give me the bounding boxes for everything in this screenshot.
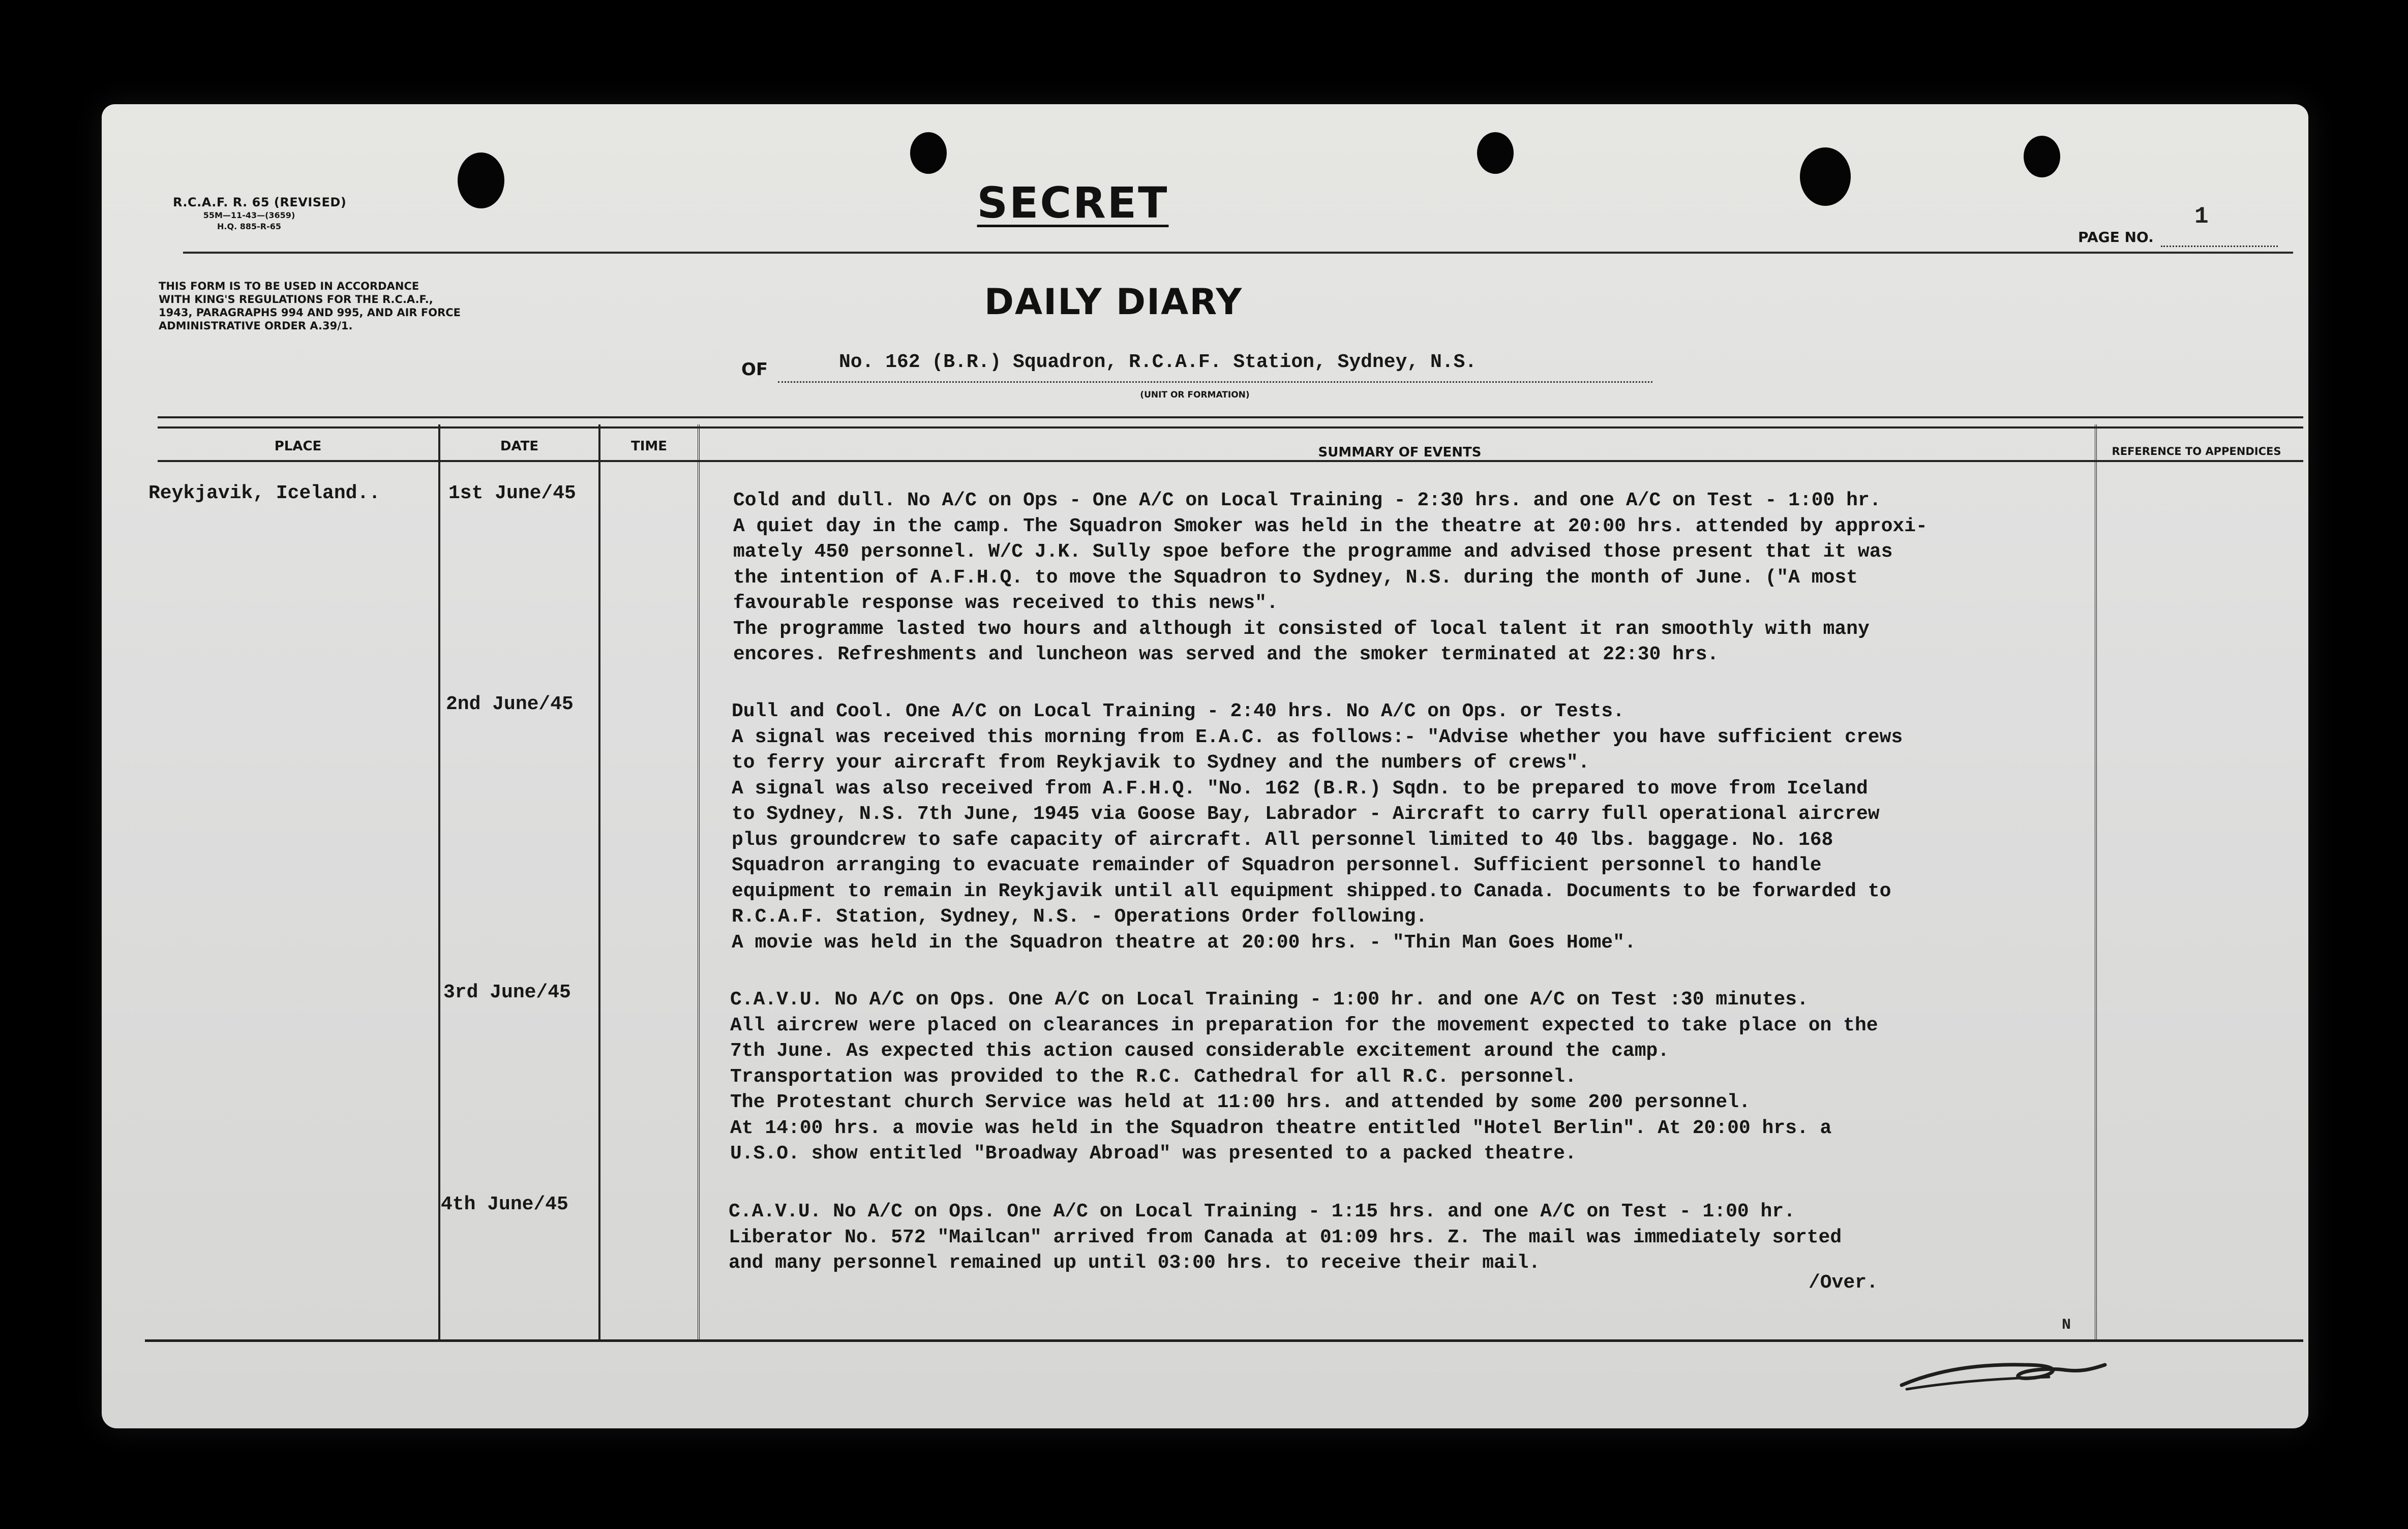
binder-hole	[458, 152, 504, 208]
column-divider	[698, 424, 705, 1339]
column-divider	[598, 424, 600, 1339]
header-rule	[183, 252, 2293, 254]
summary-line: equipment to remain in Reykjavik until all equipment shipped.to Canada. Documents to be forwarded to	[732, 880, 1891, 902]
summary-line: and many personnel remained up until 03:00 hrs. to receive their mail.	[729, 1252, 1541, 1274]
summary-line: The Protestant church Service was held at 11:00 hrs. and attended by some 200 personnel.	[730, 1091, 1751, 1113]
binder-hole	[910, 132, 947, 174]
date-cell: 1st June/45	[448, 482, 576, 504]
corner-mark: N	[2062, 1317, 2071, 1334]
column-header-reference: REFERENCE TO APPENDICES	[2112, 445, 2281, 457]
page-number-value: 1	[2194, 203, 2209, 230]
summary-line: U.S.O. show entitled "Broadway Abroad" was presented to a packed theatre.	[730, 1143, 1577, 1165]
column-header-summary: SUMMARY OF EVENTS	[1318, 445, 1482, 460]
print-code: 55M—11-43—(3659)	[203, 210, 295, 220]
table-top-rule	[158, 416, 2303, 429]
unit-line	[778, 381, 1652, 383]
summary-line: At 14:00 hrs. a movie was held in the Squadron theatre entitled "Hotel Berlin". At 20:00 hrs. a	[730, 1117, 1832, 1139]
form-number: R.C.A.F. R. 65 (REVISED)	[173, 195, 347, 209]
summary-entry	[733, 488, 1928, 668]
summary-line: to Sydney, N.S. 7th June, 1945 via Goose Bay, Labrador - Aircraft to carry full operational aircrew	[732, 803, 1880, 825]
column-header-date: DATE	[500, 439, 539, 454]
table-header-rule	[158, 460, 2303, 462]
summary-entry	[732, 699, 1903, 956]
diary-form-sheet	[102, 104, 2308, 1428]
column-divider	[2095, 424, 2102, 1339]
summary-line: Cold and dull. No A/C on Ops - One A/C on Local Training - 2:30 hrs. and one A/C on Test - 1:00 hr.	[733, 490, 1881, 511]
summary-line: A movie was held in the Squadron theatre at 20:00 hrs. - "Thin Man Goes Home".	[732, 931, 1636, 954]
summary-line: A signal was received this morning from E.A.C. as follows:- "Advise whether you have sufficient crews	[732, 726, 1903, 748]
date-cell: 4th June/45	[441, 1194, 568, 1215]
page-number-line	[2161, 246, 2278, 247]
summary-line: A signal was also received from A.F.H.Q. "No. 162 (B.R.) Sqdn. to be prepared to move from Iceland	[732, 777, 1868, 800]
page-number-label: PAGE NO.	[2078, 229, 2154, 246]
continued-over-note: /Over.	[1809, 1272, 1878, 1294]
summary-line: All aircrew were placed on clearances in preparation for the movement expected to take place on the	[730, 1014, 1878, 1036]
summary-line: R.C.A.F. Station, Sydney, N.S. - Operations Order following.	[732, 906, 1428, 928]
summary-entry	[729, 1199, 1842, 1276]
summary-line: encores. Refreshments and luncheon was served and the smoker terminated at 22:30 hrs.	[733, 644, 1719, 665]
summary-line: favourable response was received to this news".	[733, 592, 1278, 614]
regulation-note-line: 1943, PARAGRAPHS 994 AND 995, AND AIR FORCE	[159, 307, 461, 319]
column-divider	[438, 424, 440, 1339]
table-bottom-rule	[145, 1339, 2303, 1342]
summary-line: the intention of A.F.H.Q. to move the Squadron to Sydney, N.S. during the month of June. ("A most	[733, 566, 1858, 589]
regulation-note-line: WITH KING'S REGULATIONS FOR THE R.C.A.F.,	[159, 293, 433, 305]
summary-line: C.A.V.U. No A/C on Ops. One A/C on Local Training - 1:00 hr. and one A/C on Test :30 minutes.	[730, 989, 1809, 1011]
summary-line: 7th June. As expected this action caused considerable excitement around the camp.	[730, 1040, 1670, 1062]
of-label: OF	[741, 359, 768, 380]
summary-line: Dull and Cool. One A/C on Local Training - 2:40 hrs. No A/C on Ops. or Tests.	[732, 700, 1624, 722]
place-cell: Reykjavik, Iceland..	[148, 482, 381, 504]
regulation-note-line: ADMINISTRATIVE ORDER A.39/1.	[159, 320, 353, 332]
summary-line: A quiet day in the camp. The Squadron Smoker was held in the theatre at 20:00 hrs. attended by approxi-	[733, 515, 1928, 537]
security-classification: SECRET	[977, 178, 1169, 228]
regulation-note-line: THIS FORM IS TO BE USED IN ACCORDANCE	[159, 280, 419, 292]
summary-line: Squadron arranging to evacuate remainder of Squadron personnel. Sufficient personnel to handle	[732, 854, 1822, 876]
summary-line: to ferry your aircraft from Reykjavik to Sydney and the numbers of crews".	[732, 752, 1590, 774]
unit-name: No. 162 (B.R.) Squadron, R.C.A.F. Station, Sydney, N.S.	[839, 351, 1477, 373]
summary-entry	[730, 987, 1878, 1167]
form-number-block	[173, 195, 347, 232]
summary-line: Liberator No. 572 "Mailcan" arrived from Canada at 01:09 hrs. Z. The mail was immediately sorted	[729, 1226, 1842, 1248]
summary-line: C.A.V.U. No A/C on Ops. One A/C on Local Training - 1:15 hrs. and one A/C on Test - 1:00 hr.	[729, 1201, 1795, 1222]
regulation-note	[159, 280, 461, 332]
unit-caption: (UNIT OR FORMATION)	[1140, 390, 1250, 400]
summary-line: plus groundcrew to safe capacity of aircraft. All personnel limited to 40 lbs. baggage. No. 168	[732, 829, 1833, 851]
binder-hole	[1800, 147, 1851, 206]
column-header-time: TIME	[630, 439, 668, 454]
date-cell: 2nd June/45	[446, 693, 574, 715]
handwritten-initials	[1897, 1350, 2110, 1395]
summary-line: mately 450 personnel. W/C J.K. Sully spoe before the programme and advised those present that it was	[733, 541, 1893, 563]
binder-hole	[1477, 132, 1514, 174]
hq-file-number: H.Q. 885-R-65	[217, 222, 281, 231]
date-cell: 3rd June/45	[443, 982, 571, 1003]
column-header-place: PLACE	[274, 439, 322, 454]
form-title: DAILY DIARY	[984, 281, 1243, 323]
summary-line: The programme lasted two hours and although it consisted of local talent it ran smoothly with many	[733, 618, 1870, 640]
summary-line: Transportation was provided to the R.C. Cathedral for all R.C. personnel.	[730, 1065, 1577, 1088]
binder-hole	[2024, 136, 2060, 177]
